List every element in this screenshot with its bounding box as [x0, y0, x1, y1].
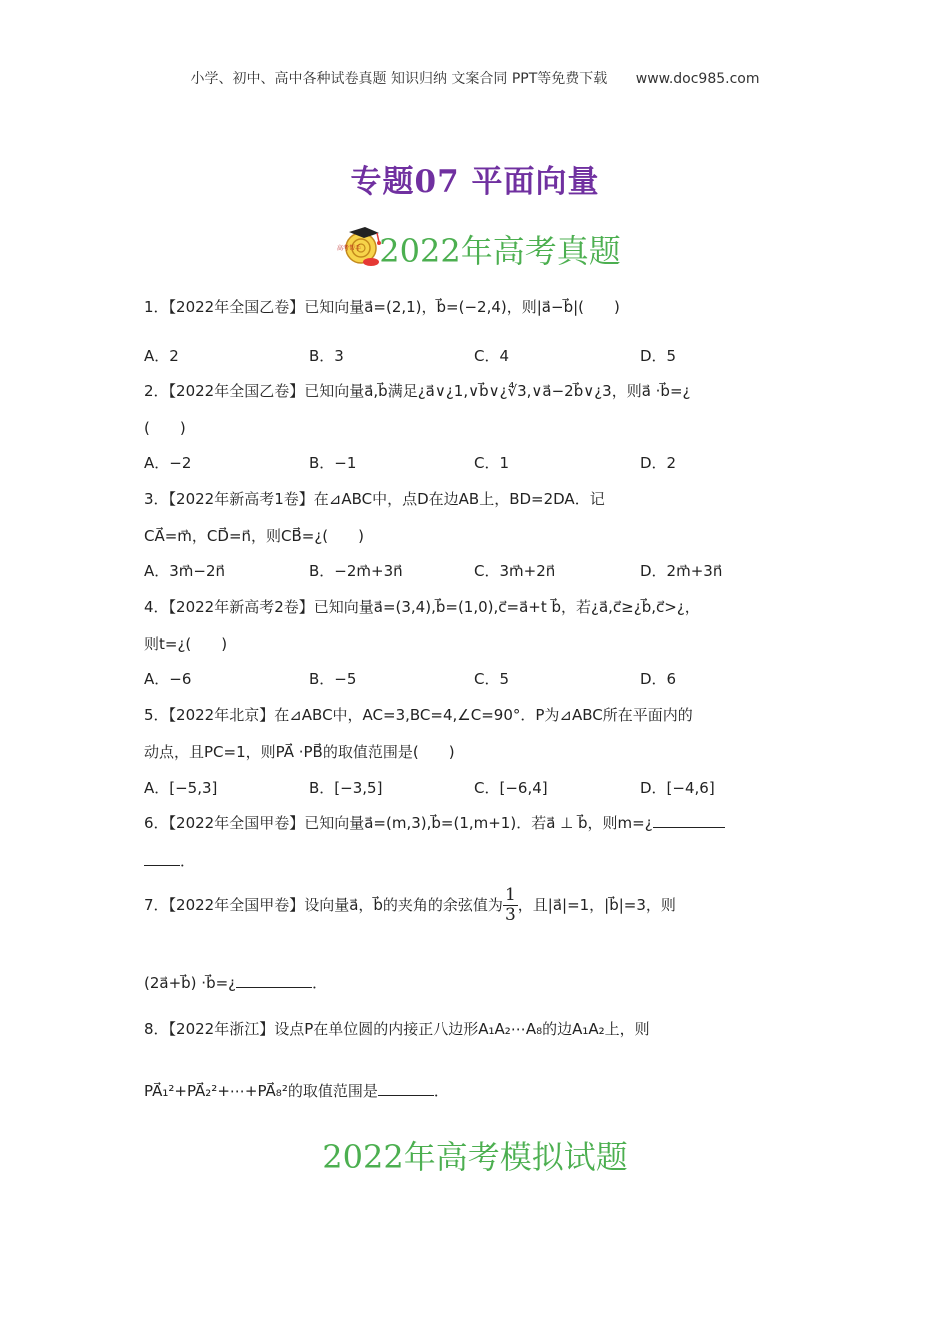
question-3-stem: 3．【2022年新高考1卷】在⊿ABC中，点D在边AB上，BD=2DA．记 — [144, 490, 605, 508]
q1-option-a: A．2 — [144, 347, 179, 365]
question-7-stem-cont — [144, 972, 327, 994]
q7-frac-den: 3 — [504, 905, 516, 925]
page-header — [0, 68, 950, 88]
q4-option-c: C．5 — [474, 670, 510, 688]
q3-option-c: C．3m⃗+2n⃗ — [474, 562, 556, 580]
logo-text: 高考帮手 — [337, 245, 362, 252]
question-3-stem-cont: CA⃗=m⃗，CD⃗=n⃗，则CB⃗=¿( ) — [144, 527, 365, 545]
q3-option-a: A．3m⃗−2n⃗ — [144, 562, 226, 580]
question-4-stem-cont: 则t=¿( ) — [144, 635, 228, 653]
q5-option-c: C．[−6,4] — [474, 779, 548, 797]
q1-option-c: C．4 — [474, 347, 510, 365]
q7-fraction — [503, 886, 518, 925]
question-2-stem-cont: ( ) — [144, 419, 186, 437]
q8-answer-blank[interactable] — [378, 1081, 434, 1096]
q2-option-b: B．−1 — [309, 454, 357, 472]
q4-option-d: D．6 — [640, 670, 677, 688]
question-7-stem — [144, 886, 676, 925]
question-5-stem-cont: 动点，且PC=1，则PA⃗ ·PB⃗的取值范围是( ) — [144, 743, 455, 761]
q1-option-d: D．5 — [640, 347, 677, 365]
q5-option-a: A．[−5,3] — [144, 779, 218, 797]
q5-option-b: B．[−3,5] — [309, 779, 383, 797]
q6-answer-blank-cont[interactable] — [144, 851, 180, 866]
question-2-stem: 2．【2022年全国乙卷】已知向量a⃗,b⃗满足¿a⃗∨¿1,∨b⃗∨¿∜3,∨a⃗−2b⃗∨¿3，则a⃗ ·b⃗=¿ — [144, 382, 691, 400]
question-8-stem-cont — [144, 1080, 449, 1102]
q6-text: 6．【2022年全国甲卷】已知向量a⃗=(m,3),b⃗=(1,m+1)．若a⃗ ⊥ b⃗，则m=¿ — [144, 814, 653, 832]
question-6-stem-cont — [144, 850, 195, 872]
question-6-stem — [144, 812, 725, 834]
question-8-stem: 8．【2022年浙江】设点P在单位圆的内接正八边形A₁A₂⋯A₈的边A₁A₂上，则 — [144, 1020, 650, 1038]
q4-option-a: A．−6 — [144, 670, 192, 688]
q7-answer-blank[interactable] — [236, 973, 312, 988]
q3-option-b: B．−2m⃗+3n⃗ — [309, 562, 403, 580]
q1-option-b: B．3 — [309, 347, 344, 365]
q7-end: ． — [312, 974, 328, 992]
section-heading-mock: 2022年高考模拟试题 — [322, 1138, 628, 1176]
page-title: 专题07 平面向量 — [350, 164, 600, 200]
q4-option-b: B．−5 — [309, 670, 357, 688]
q8-text2: PA⃗₁²+PA⃗₂²+⋯+PA⃗₈²的取值范围是 — [144, 1082, 378, 1100]
header-site-link[interactable]: www.doc985.com — [635, 71, 760, 87]
q6-answer-blank[interactable] — [653, 813, 725, 828]
q2-option-a: A．−2 — [144, 454, 192, 472]
q2-option-c: C．1 — [474, 454, 510, 472]
q7-frac-num: 1 — [504, 885, 516, 905]
q5-option-d: D．[−4,6] — [640, 779, 715, 797]
q8-end: ． — [433, 1082, 449, 1100]
q7-text2: (2a⃗+b⃗) ·b⃗=¿ — [144, 974, 237, 992]
q2-option-d: D．2 — [640, 454, 677, 472]
section-heading-real: 2022年高考真题 — [379, 232, 621, 270]
question-5-stem: 5．【2022年北京】在⊿ABC中，AC=3,BC=4,∠C=90°．P为⊿ABC所在平面内的 — [144, 706, 693, 724]
question-1-stem: 1．【2022年全国乙卷】已知向量a⃗=(2,1)，b⃗=(−2,4)，则|a⃗−b⃗|( ) — [144, 298, 620, 316]
q7-text-post: ，且|a⃗|=1，|b⃗|=3，则 — [517, 896, 676, 914]
header-text: 小学、初中、高中各种试卷真题 知识归纳 文案合同 PPT等免费下载 — [190, 71, 608, 87]
q3-option-d: D．2m⃗+3n⃗ — [640, 562, 723, 580]
question-4-stem: 4．【2022年新高考2卷】已知向量a⃗=(3,4),b⃗=(1,0),c⃗=a⃗+t b⃗，若¿a⃗,c⃗≥¿b⃗,c⃗>¿， — [144, 598, 700, 616]
q6-end: ． — [180, 852, 196, 870]
q7-text: 7．【2022年全国甲卷】设向量a⃗，b⃗的夹角的余弦值为 — [144, 896, 503, 914]
